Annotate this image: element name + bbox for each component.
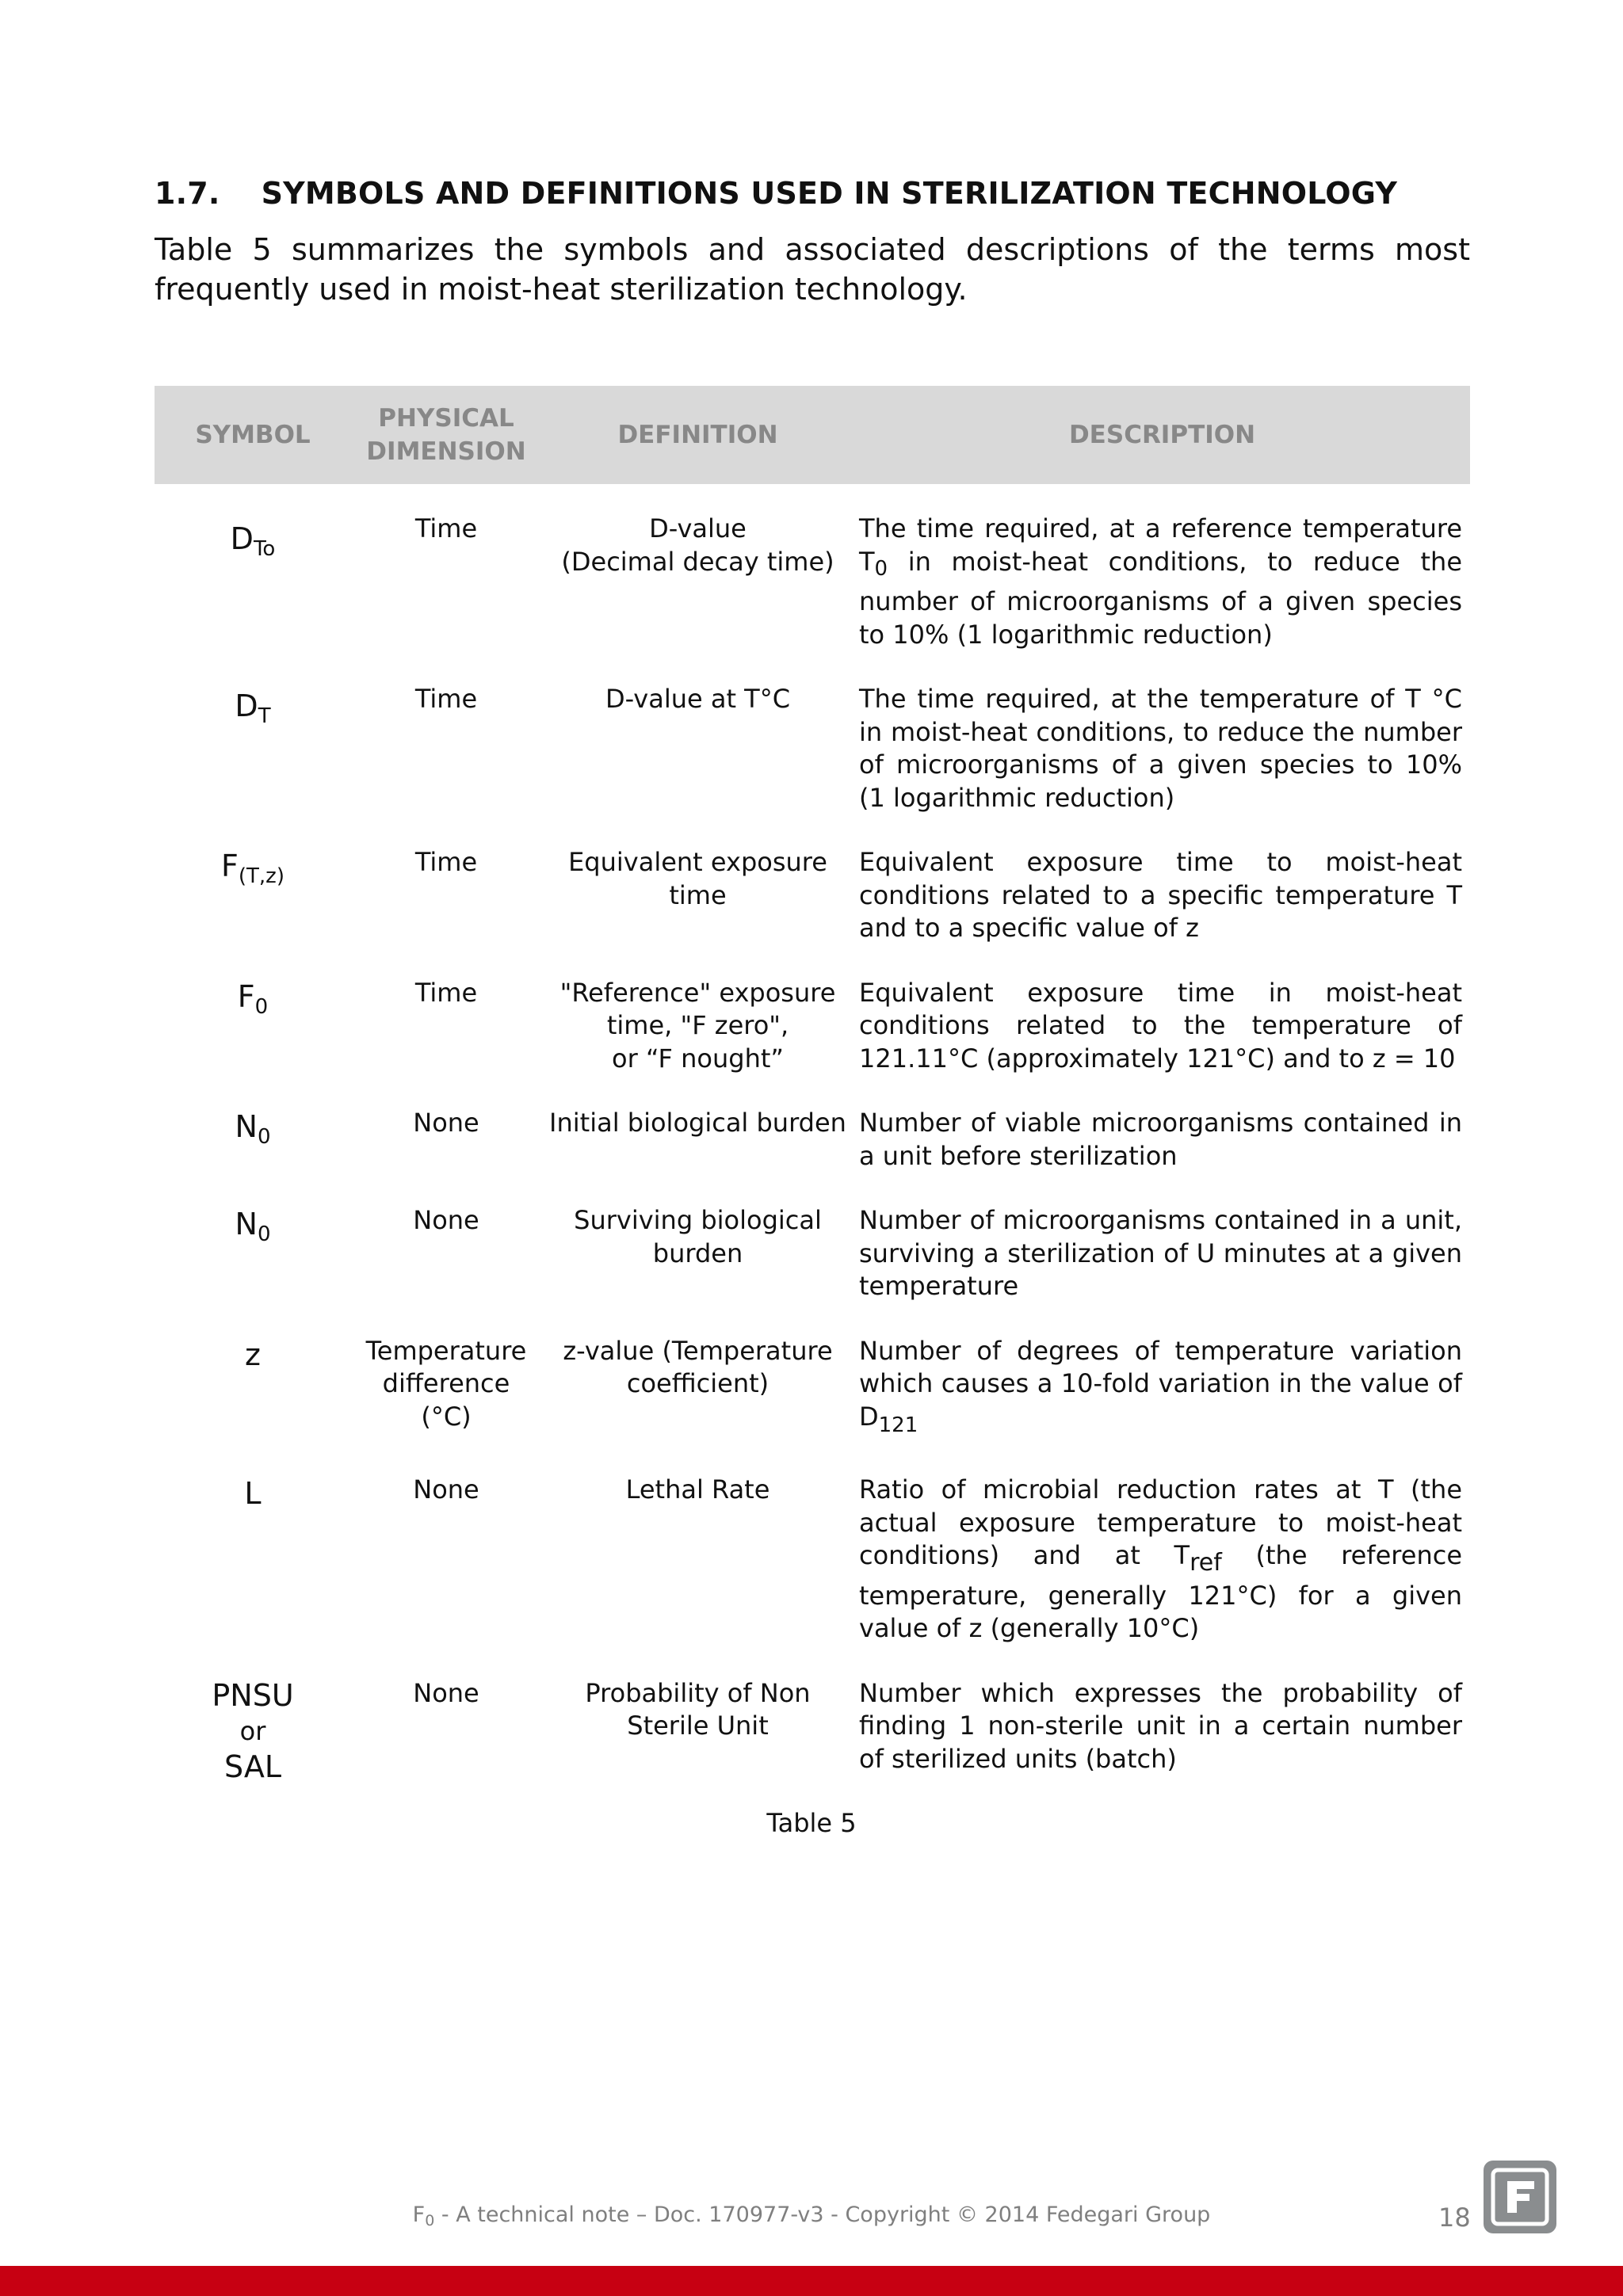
section-title: SYMBOLS AND DEFINITIONS USED IN STERILIZATION TECHNOLOGY [261,176,1398,211]
dimension-cell: Temperature difference (°C) [365,1335,527,1432]
header-symbol: SYMBOL [195,421,311,449]
header-physical-dimension: PHYSICAL DIMENSION [366,404,526,466]
symbol-cell: z [245,1337,261,1372]
definition-cell: D-value at T°C [605,684,791,714]
header-description: DESCRIPTION [1068,421,1256,449]
definition-cell: Initial biological burden [549,1108,846,1138]
table-row [155,846,1470,945]
table-header [155,386,1470,484]
symbol-cell: L [244,1476,262,1511]
dimension-cell: None [413,1205,479,1235]
table-row [155,1474,1470,1646]
footer-text: F0 - A technical note – Doc. 170977-v3 - Copyright © 2014 Fedegari Group [412,2203,1211,2229]
definition-cell: Lethal Rate [625,1474,770,1505]
section-heading [155,176,1397,211]
dimension-cell: Time [414,684,478,714]
dimension-cell: None [413,1474,479,1505]
symbol-cell: $N_0$ [235,1109,271,1149]
section-number: 1.7. [155,176,220,211]
header-definition: DEFINITION [617,421,778,449]
footer-red-bar [0,2266,1623,2296]
symbol-cell: $D_T$ [235,688,271,728]
description-cell: Number which expresses the probability of finding 1 non-sterile unit in a certain number of sterilized units (batch) [859,1677,1462,1774]
dimension-cell: None [413,1108,479,1138]
dimension-cell: Time [414,847,478,877]
description-cell: Equivalent exposure time to moist-heat conditions related to a specific temperature T and to a specific value of z [859,847,1462,943]
table-row [155,1107,1470,1173]
definition-cell: Probability of Non Sterile Unit [585,1677,811,1741]
table-row [155,977,1470,1076]
definition-cell: D-value (Decimal decay time) [561,513,834,577]
table-row [155,513,1470,651]
table-row [155,1677,1470,1785]
symbol-cell: $F_{(T,z)}$ [221,849,285,888]
intro-paragraph: Table 5 summarizes the symbols and associated descriptions of the terms most frequently used in moist-heat sterilization technology. [155,232,1470,307]
table-row [155,683,1470,814]
description-cell: The time required, at the temperature of T °C in moist-heat conditions, to reduce the number of microorganisms of a given species to 10% (1 logarithmic reduction) [859,684,1462,813]
description-cell: Number of degrees of temperature variation which causes a 10-fold variation in the value of $D_{121}$ [859,1335,1462,1437]
definition-cell: "Reference" exposure time, "F zero", or “F nought” [559,977,836,1074]
symbol-cell: $D_{To}$ [230,521,276,561]
table-caption: Table 5 [766,1808,857,1838]
definition-cell: Surviving biological burden [574,1205,822,1268]
dimension-cell: Time [414,513,478,543]
description-cell: Equivalent exposure time in moist-heat conditions related to the temperature of 121.11°C (approximately 121°C) and to z = 10 [859,977,1462,1074]
symbol-cell: PNSU or SAL [212,1677,294,1784]
dimension-cell: Time [414,977,478,1008]
description-cell: Number of viable microorganisms contained in a unit before sterilization [859,1108,1462,1171]
description-cell: Ratio of microbial reduction rates at T (the actual exposure temperature to moist-heat conditions) and at Tref (the reference temperature, generally 121°C) for a given value of z (generally 10°C) [859,1474,1463,1643]
table-row [155,1335,1470,1443]
symbols-table [155,386,1470,1785]
description-cell: Number of microorganisms contained in a unit, surviving a sterilization of U minutes at a given temperature [859,1205,1462,1301]
symbol-cell: $F_0$ [237,978,269,1019]
definition-cell: Equivalent exposure time [568,847,827,910]
definition-cell: z-value (Temperature coefficient) [563,1335,833,1398]
dimension-cell: None [413,1677,479,1708]
page-number: 18 [1438,2203,1471,2233]
fedegari-logo-icon [1482,2159,1558,2235]
table-row [155,1204,1470,1303]
description-cell: The time required, at a reference temperature $T_0$ in moist-heat conditions, to reduce the number of microorganisms of a given species to 10% (1 logarithmic reduction) [859,513,1462,650]
symbol-cell: $N_0$ [235,1207,271,1246]
